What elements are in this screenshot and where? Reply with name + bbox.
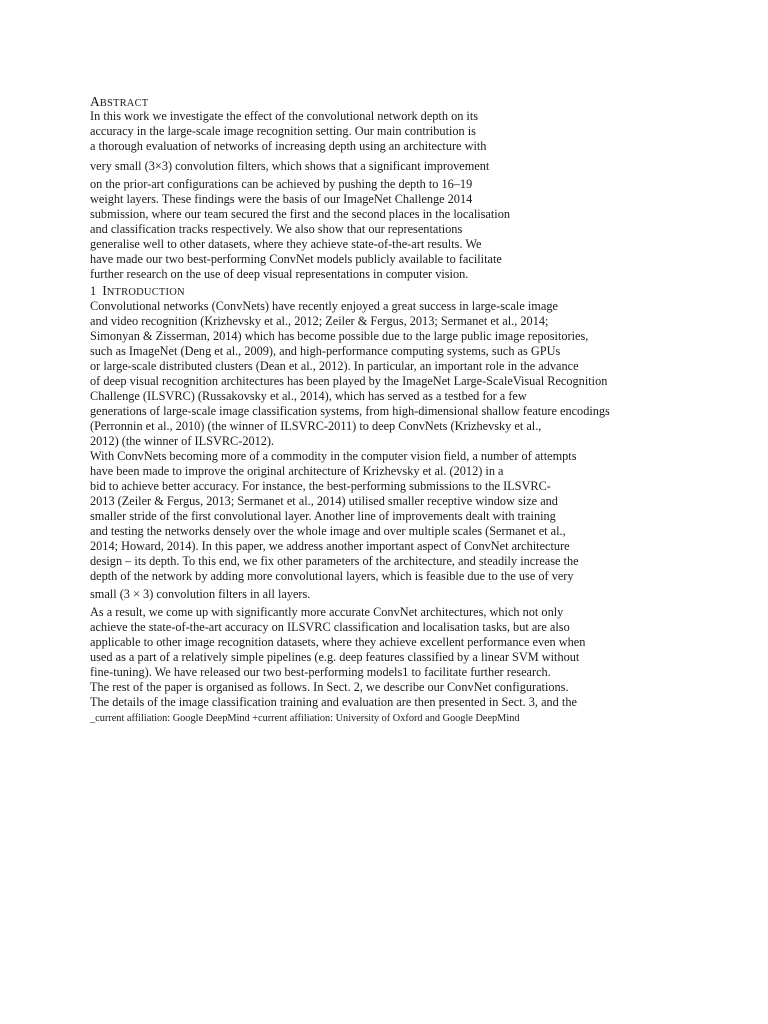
introduction-line: fine-tuning). We have released our two best-performing models1 to facilitate further research. xyxy=(90,665,551,679)
introduction-line: such as ImageNet (Deng et al., 2009), and high-performance computing systems, such as GPUs xyxy=(90,344,561,358)
introduction-line: depth of the network by adding more convolutional layers, which is feasible due to the use of very xyxy=(90,569,574,583)
abstract-line: very small (3×3) convolution filters, which shows that a significant improvement xyxy=(90,159,490,173)
introduction-line: The rest of the paper is organised as follows. In Sect. 2, we describe our ConvNet configurations. xyxy=(90,680,569,694)
introduction-line: With ConvNets becoming more of a commodity in the computer vision field, a number of attempts xyxy=(90,449,577,463)
affiliation-footnote: _current affiliation: Google DeepMind +current affiliation: University of Oxford and Google DeepMind xyxy=(90,713,520,724)
introduction-line: (Perronnin et al., 2010) (the winner of ILSVRC-2011) to deep ConvNets (Krizhevsky et al., xyxy=(90,419,542,433)
introduction-line: bid to achieve better accuracy. For instance, the best-performing submissions to the ILSVRC- xyxy=(90,479,551,493)
abstract-line: a thorough evaluation of networks of increasing depth using an architecture with xyxy=(90,139,487,153)
introduction-line: Simonyan & Zisserman, 2014) which has become possible due to the large public image repositories, xyxy=(90,329,589,343)
introduction-line: small (3 × 3) convolution filters in all layers. xyxy=(90,587,311,601)
introduction-line: smaller stride of the first convolutional layer. Another line of improvements dealt with training xyxy=(90,509,556,523)
abstract-line: submission, where our team secured the first and the second places in the localisation xyxy=(90,207,511,221)
introduction-line: 2014; Howard, 2014). In this paper, we address another important aspect of ConvNet architecture xyxy=(90,539,570,553)
introduction-line: and video recognition (Krizhevsky et al., 2012; Zeiler & Fergus, 2013; Sermanet et al., 2014; xyxy=(90,314,549,328)
abstract-line: further research on the use of deep visual representations in computer vision. xyxy=(90,267,469,281)
abstract-line: weight layers. These findings were the basis of our ImageNet Challenge 2014 xyxy=(90,192,473,206)
introduction-heading: 1 INTRODUCTION xyxy=(90,283,185,298)
introduction-line: Challenge (ILSVRC) (Russakovsky et al., 2014), which has served as a testbed for a few xyxy=(90,389,527,403)
introduction-line: The details of the image classification training and evaluation are then presented in Sect. 3, and the xyxy=(90,695,577,709)
introduction-line: 2012) (the winner of ILSVRC-2012). xyxy=(90,434,275,448)
introduction-line: achieve the state-of-the-art accuracy on ILSVRC classification and localisation tasks, but are also xyxy=(90,620,570,634)
introduction-line: have been made to improve the original architecture of Krizhevsky et al. (2012) in a xyxy=(90,464,504,478)
abstract-line: on the prior-art configurations can be achieved by pushing the depth to 16–19 xyxy=(90,177,473,191)
abstract-line: generalise well to other datasets, where they achieve state-of-the-art results. We xyxy=(90,237,482,251)
abstract-line: accuracy in the large-scale image recognition setting. Our main contribution is xyxy=(90,124,476,138)
abstract-line: have made our two best-performing ConvNet models publicly available to facilitate xyxy=(90,252,502,266)
introduction-line: or large-scale distributed clusters (Dean et al., 2012). In particular, an important role in the advance xyxy=(90,359,579,373)
introduction-line: applicable to other image recognition datasets, where they achieve excellent performance even when xyxy=(90,635,586,649)
introduction-line: 2013 (Zeiler & Fergus, 2013; Sermanet et al., 2014) utilised smaller receptive window size and xyxy=(90,494,558,508)
introduction-line: generations of large-scale image classification systems, from high-dimensional shallow feature encodings xyxy=(90,404,610,418)
introduction-line: and testing the networks densely over the whole image and over multiple scales (Sermanet et al., xyxy=(90,524,566,538)
abstract-line: In this work we investigate the effect of the convolutional network depth on its xyxy=(90,109,479,123)
introduction-line: As a result, we come up with significantly more accurate ConvNet architectures, which not only xyxy=(90,605,564,619)
abstract-line: and classification tracks respectively. We also show that our representations xyxy=(90,222,463,236)
introduction-line: of deep visual recognition architectures has been played by the ImageNet Large-ScaleVisual Recognition xyxy=(90,374,608,388)
abstract-heading: ABSTRACT xyxy=(90,94,149,109)
introduction-line: design – its depth. To this end, we fix other parameters of the architecture, and steadily increase the xyxy=(90,554,579,568)
introduction-line: used as a part of a relatively simple pipelines (e.g. deep features classified by a linear SVM without xyxy=(90,650,580,664)
introduction-line: Convolutional networks (ConvNets) have recently enjoyed a great success in large-scale image xyxy=(90,299,558,313)
